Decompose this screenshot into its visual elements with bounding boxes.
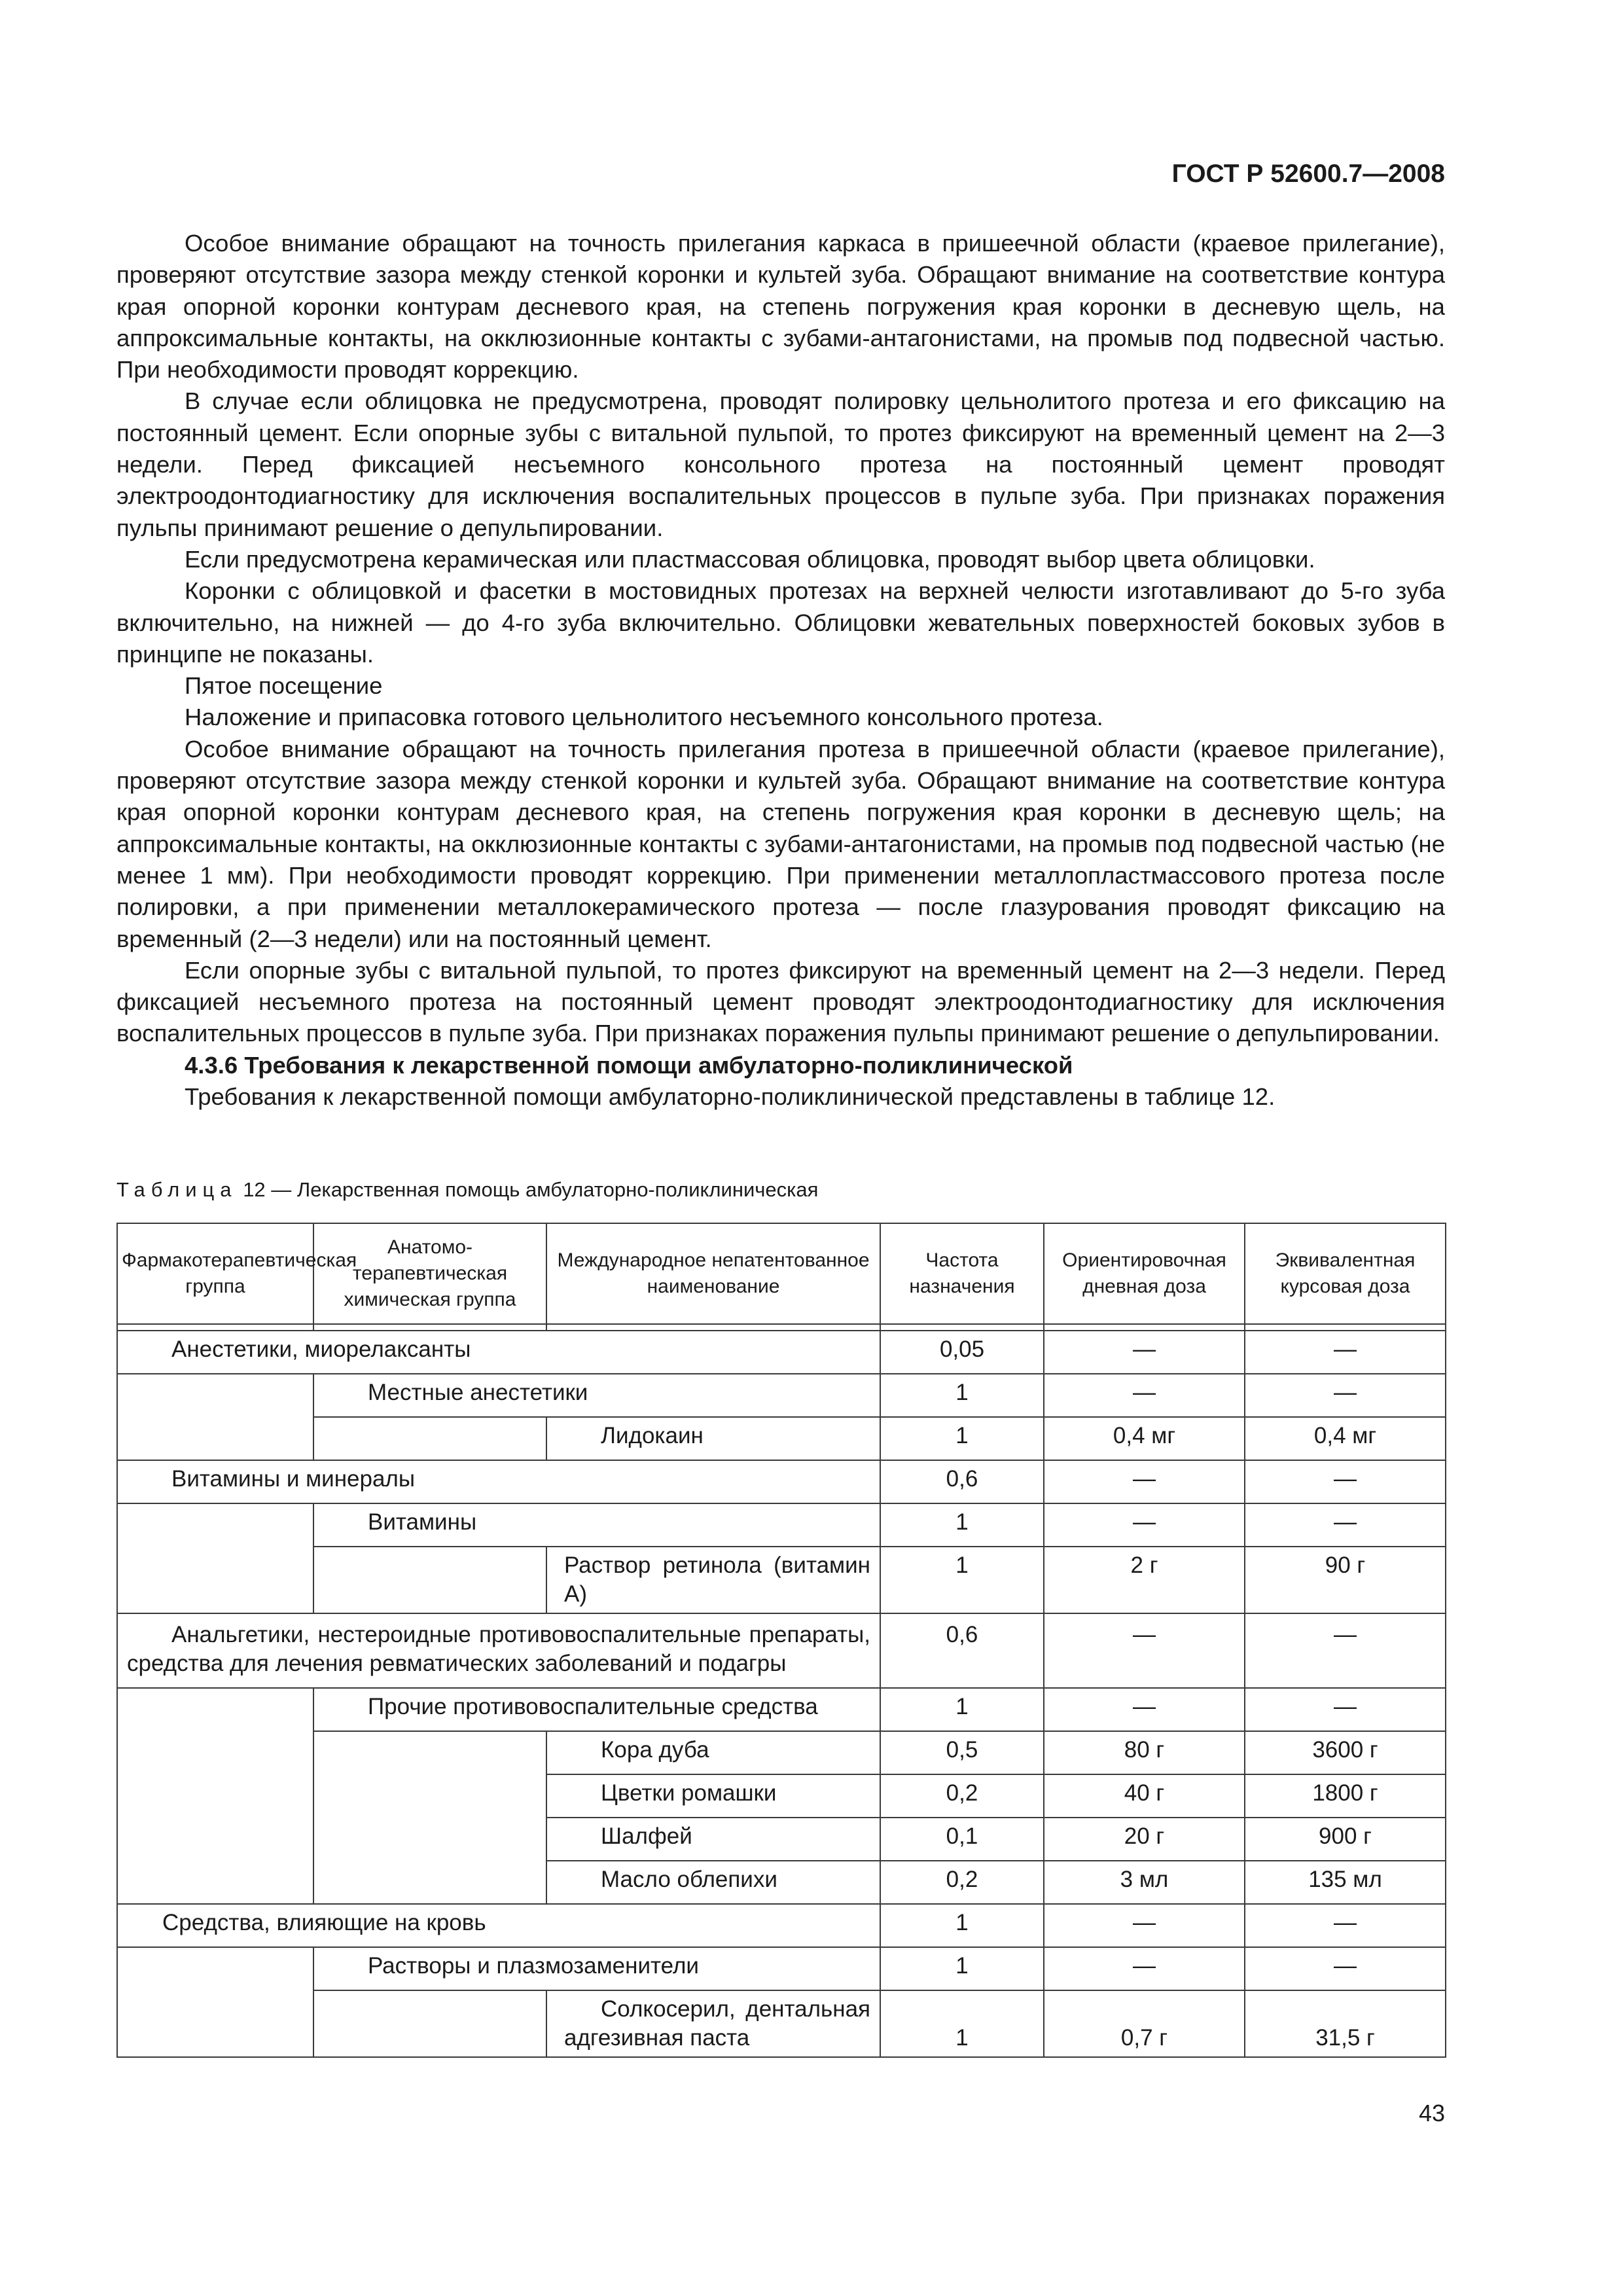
frequency-cell: 1 xyxy=(880,1688,1044,1731)
subgroup-name-cell: Растворы и плазмозаменители xyxy=(313,1947,880,1990)
paragraph: В случае если облицовка не предусмотрена, проводят полировку цельнолитого протеза и его фиксацию на постоянный цемент. Если опорные зубы с витальной пульпой, то протез фиксируют на временный цемент на 2—3 недели. Перед фиксацией несъемного консольного протеза на постоянный цемент проводят электроодонтодиагностику для исключения воспалительных процессов в пульпе зуба. При признаках поражения пульпы принимают решение о депульпировании. xyxy=(116,387,1445,541)
course-dose-cell: 135 мл xyxy=(1245,1861,1446,1904)
frequency-cell: 0,6 xyxy=(880,1613,1044,1688)
daily-dose-cell: — xyxy=(1044,1331,1245,1374)
frequency-cell: 0,2 xyxy=(880,1861,1044,1904)
daily-dose-cell: — xyxy=(1044,1613,1245,1688)
drug-name-cell: Солкосерил, дентальная адгезивная паста xyxy=(546,1990,880,2057)
empty-cell xyxy=(117,1503,313,1613)
course-dose-cell: — xyxy=(1245,1904,1446,1947)
daily-dose-cell: — xyxy=(1044,1947,1245,1990)
daily-dose-cell: 2 г xyxy=(1044,1547,1245,1613)
course-dose-cell: 0,4 мг xyxy=(1245,1417,1446,1460)
table-row xyxy=(117,1904,1446,1947)
daily-dose-cell: — xyxy=(1044,1503,1245,1547)
course-dose-cell: — xyxy=(1245,1503,1446,1547)
drug-name-cell: Раствор ретинола (витамин А) xyxy=(546,1547,880,1613)
group-name-cell: Анальгетики, нестероидные противовоспалительные препараты, средства для лечения ревматических заболеваний и подагры xyxy=(117,1613,880,1688)
empty-cell xyxy=(313,1417,546,1460)
empty-cell xyxy=(313,1547,546,1613)
course-dose-cell: — xyxy=(1245,1374,1446,1417)
frequency-cell: 1 xyxy=(880,1904,1044,1947)
separator-cell xyxy=(1044,1324,1245,1331)
paragraph: Наложение и припасовка готового цельнолитого несъемного консольного протеза. xyxy=(185,704,1103,731)
daily-dose-cell: — xyxy=(1044,1688,1245,1731)
paragraph: Особое внимание обращают на точность прилегания протеза в пришеечной области (краевое прилегание), проверяют отсутствие зазора между стенкой коронки и культей зуба. Обращают внимание на соответствие контура края опорной коронки контурам десневого края, на степень погружения края коронки в десневую щель; на аппроксимальные контакты, на окклюзионные контакты с зубами-антагонистами, на промыв под подвесной частью (не менее 1 мм). При необходимости проводят коррекцию. При применении металлопластмассового протеза после полировки, а при применении металлокерамического протеза — после глазурования проводят фиксацию на временный (2—3 недели) или на постоянный цемент. xyxy=(116,735,1445,952)
frequency-cell: 1 xyxy=(880,1990,1044,2057)
document-id-header: ГОСТ Р 52600.7—2008 xyxy=(1171,160,1445,188)
course-dose-cell: — xyxy=(1245,1947,1446,1990)
table-row xyxy=(117,1417,1446,1460)
column-header: Эквивалентная курсовая доза xyxy=(1245,1223,1446,1324)
table-row xyxy=(117,1613,1446,1688)
frequency-cell: 1 xyxy=(880,1374,1044,1417)
paragraph: Коронки с облицовкой и фасетки в мостовидных протезах на верхней челюсти изготавливают до 5-го зуба включительно, на нижней — до 4-го зуба включительно. Облицовки жевательных поверхностей боковых зубов в принципе не показаны. xyxy=(116,577,1445,668)
frequency-cell: 1 xyxy=(880,1503,1044,1547)
paragraph: Требования к лекарственной помощи амбулаторно-поликлинической представлены в таблице 12. xyxy=(185,1083,1275,1111)
paragraph: Если опорные зубы с витальной пульпой, то протез фиксируют на временный цемент на 2—3 недели. Перед фиксацией несъемного протеза на постоянный цемент проводят электроодонтодиагностику для исключения воспалительных процессов в пульпе зуба. При признаках поражения пульпы принимают решение о депульпировании. xyxy=(116,956,1445,1047)
table-row xyxy=(117,1374,1446,1417)
frequency-cell: 1 xyxy=(880,1547,1044,1613)
daily-dose-cell: — xyxy=(1044,1460,1245,1503)
section-heading: 4.3.6 Требования к лекарственной помощи амбулаторно-поликлинической xyxy=(185,1051,1073,1079)
drug-name-cell: Лидокаин xyxy=(546,1417,880,1460)
subgroup-name-cell: Местные анестетики xyxy=(313,1374,880,1417)
daily-dose-cell: 20 г xyxy=(1044,1818,1245,1861)
body-text xyxy=(116,228,1445,1113)
table-row xyxy=(117,1947,1446,1990)
daily-dose-cell: 40 г xyxy=(1044,1774,1245,1818)
table-header-row xyxy=(117,1223,1446,1324)
drug-name-cell: Масло облепихи xyxy=(546,1861,880,1904)
page-number: 43 xyxy=(1418,2100,1445,2126)
course-dose-cell: 1800 г xyxy=(1245,1774,1446,1818)
empty-cell xyxy=(313,1731,546,1904)
group-name-cell: Витамины и минералы xyxy=(117,1460,880,1503)
separator-cell xyxy=(546,1324,880,1331)
header-separator-row xyxy=(117,1324,1446,1331)
table-row xyxy=(117,1460,1446,1503)
empty-cell xyxy=(313,1990,546,2057)
drug-name-cell: Кора дуба xyxy=(546,1731,880,1774)
course-dose-cell: — xyxy=(1245,1460,1446,1503)
daily-dose-cell: — xyxy=(1044,1904,1245,1947)
separator-cell xyxy=(117,1324,313,1331)
separator-cell xyxy=(880,1324,1044,1331)
drug-name-cell: Цветки ромашки xyxy=(546,1774,880,1818)
medication-table xyxy=(116,1223,1446,2058)
daily-dose-cell: 80 г xyxy=(1044,1731,1245,1774)
separator-cell xyxy=(1245,1324,1446,1331)
table-row xyxy=(117,1731,1446,1774)
frequency-cell: 1 xyxy=(880,1947,1044,1990)
table-row xyxy=(117,1990,1446,2057)
frequency-cell: 0,1 xyxy=(880,1818,1044,1861)
empty-cell xyxy=(117,1688,313,1904)
daily-dose-cell: 3 мл xyxy=(1044,1861,1245,1904)
column-header: Анатомо-терапевтическая химическая группа xyxy=(313,1223,546,1324)
table-row xyxy=(117,1688,1446,1731)
course-dose-cell: 31,5 г xyxy=(1245,1990,1446,2057)
daily-dose-cell: — xyxy=(1044,1374,1245,1417)
frequency-cell: 0,6 xyxy=(880,1460,1044,1503)
frequency-cell: 1 xyxy=(880,1417,1044,1460)
course-dose-cell: — xyxy=(1245,1688,1446,1731)
drug-name-cell: Шалфей xyxy=(546,1818,880,1861)
column-header: Частота назначения xyxy=(880,1223,1044,1324)
subgroup-name-cell: Прочие противовоспалительные средства xyxy=(313,1688,880,1731)
daily-dose-cell: 0,4 мг xyxy=(1044,1417,1245,1460)
table-row xyxy=(117,1503,1446,1547)
group-name-cell: Средства, влияющие на кровь xyxy=(117,1904,880,1947)
course-dose-cell: 3600 г xyxy=(1245,1731,1446,1774)
paragraph: Пятое посещение xyxy=(185,672,383,700)
table-row xyxy=(117,1331,1446,1374)
frequency-cell: 0,5 xyxy=(880,1731,1044,1774)
table-caption xyxy=(116,1177,1445,1203)
table-row xyxy=(117,1547,1446,1613)
paragraph: Особое внимание обращают на точность прилегания каркаса в пришеечной области (краевое прилегание), проверяют отсутствие зазора между стенкой коронки и культей зуба. Обращают внимание на соответствие контура края опорной коронки контурам десневого края, на степень погружения края коронки в десневую щель, на аппроксимальные контакты, на окклюзионные контакты с зубами-антагонистами, на промыв под подвесной частью. При необходимости проводят коррекцию. xyxy=(116,230,1445,384)
course-dose-cell: 900 г xyxy=(1245,1818,1446,1861)
column-header: Ориентировочная дневная доза xyxy=(1044,1223,1245,1324)
group-name-cell: Анестетики, миорелаксанты xyxy=(117,1331,880,1374)
frequency-cell: 0,2 xyxy=(880,1774,1044,1818)
course-dose-cell: — xyxy=(1245,1613,1446,1688)
column-header: Международное непатентованное наименование xyxy=(546,1223,880,1324)
frequency-cell: 0,05 xyxy=(880,1331,1044,1374)
course-dose-cell: 90 г xyxy=(1245,1547,1446,1613)
subgroup-name-cell: Витамины xyxy=(313,1503,880,1547)
course-dose-cell: — xyxy=(1245,1331,1446,1374)
empty-cell xyxy=(117,1374,313,1460)
separator-cell xyxy=(313,1324,546,1331)
empty-cell xyxy=(117,1947,313,2057)
table-caption-title: 12 — Лекарственная помощь амбулаторно-поликлиническая xyxy=(243,1178,819,1201)
daily-dose-cell: 0,7 г xyxy=(1044,1990,1245,2057)
table-caption-word: Таблица xyxy=(116,1178,238,1201)
column-header: Фармакотерапевтическая группа xyxy=(117,1223,313,1324)
paragraph: Если предусмотрена керамическая или пластмассовая облицовка, проводят выбор цвета облицовки. xyxy=(185,545,1315,573)
